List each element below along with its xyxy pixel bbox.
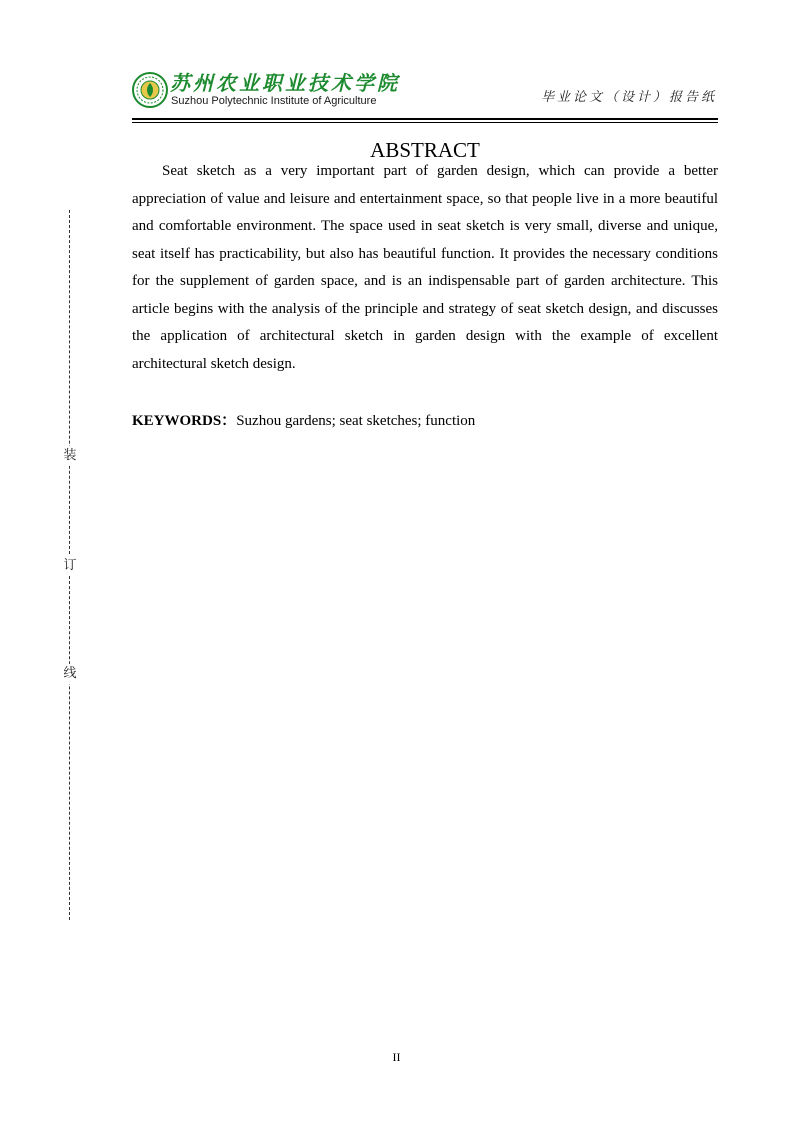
abstract-title: ABSTRACT [370,138,480,162]
keywords-label: KEYWORDS： [132,413,237,429]
binding-char-zhuang: 装 [60,446,80,466]
page-number: II [392,1050,401,1064]
header-report-label: 毕业论文（设计）报告纸 [540,90,717,105]
logo-english-name: Suzhou Polytechnic Institute of Agriculture [171,95,377,107]
binding-char-xian: 线 [60,664,80,684]
keywords-line [132,408,718,435]
header-rule-thick [132,118,718,120]
abstract-paragraph: Seat sketch as a very important part of garden design, which can provide a better appreciation of value and leisure and entertainment space, so that people live in a more beautiful and comfortable environment. The space used in seat sketch is very small, diverse and unique, seat itself has practicability, but also has beautiful function. It provides the necessary conditions for the supplement of garden space, and is an indispensable part of garden architecture. This article begins with the analysis of the principle and strategy of seat sketch design, and discusses the application of architectural sketch in garden design with the example of excellent architectural sketch design. [132,163,718,372]
school-emblem-icon [132,72,168,108]
header-rule-thin [132,122,718,123]
logo-chinese-name: 苏州农业职业技术学院 [170,71,400,95]
binding-char-ding: 订 [60,556,80,576]
keywords-text: Suzhou gardens; seat sketches; function [236,413,476,429]
